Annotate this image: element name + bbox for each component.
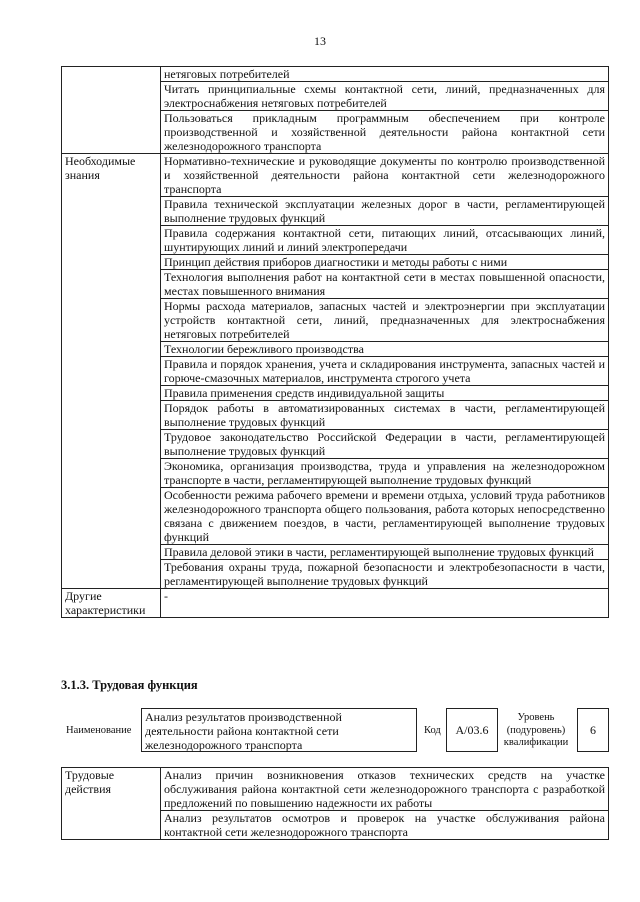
skill-item: Пользоваться прикладным программным обеспечением при контроле производственной и хозяйственной деятельности района контактной сети железнодорожного транспорта	[161, 111, 609, 154]
labor-action-item: Анализ результатов осмотров и проверок на участке обслуживания района контактной сети железнодорожного транспорта	[161, 811, 609, 840]
knowledge-item: Технологии бережливого производства	[161, 342, 609, 357]
required-knowledge-label: Необходимые знания	[62, 154, 161, 589]
skill-item: нетяговых потребителей	[161, 67, 609, 82]
knowledge-table	[61, 66, 609, 618]
knowledge-item: Принцип действия приборов диагностики и методы работы с ними	[161, 255, 609, 270]
knowledge-item: Технология выполнения работ на контактной сети в местах повышенной опасности, местах повышенного внимания	[161, 270, 609, 299]
skill-item: Читать принципиальные схемы контактной сети, линий, предназначенных для электроснабжения нетяговых потребителей	[161, 82, 609, 111]
knowledge-item: Правила и порядок хранения, учета и складирования инструмента, запасных частей и горюче-смазочных материалов, инструмента строгого учета	[161, 357, 609, 386]
function-name-box: Анализ результатов производственной деятельности района контактной сети железнодорожного транспорта	[141, 708, 417, 752]
other-characteristics-value: -	[161, 589, 609, 618]
knowledge-item: Особенности режима рабочего времени и времени отдыха, условий труда работников железнодорожного транспорта общего пользования, работа которых непосредственно связана с движением поездов, в части, регламентирующей выполнение трудовых функций	[161, 488, 609, 545]
knowledge-item: Экономика, организация производства, труда и управления на железнодорожном транспорте в части, регламентирующей выполнение трудовых функций	[161, 459, 609, 488]
knowledge-item: Нормы расхода материалов, запасных частей и электроэнергии при эксплуатации устройств контактной сети, линий, предназначенных для электроснабжения нетяговых потребителей	[161, 299, 609, 342]
other-characteristics-label: Другие характеристики	[62, 589, 161, 618]
table-row	[62, 67, 609, 82]
table-row	[62, 154, 609, 197]
labor-actions-label: Трудовые действия	[62, 768, 161, 840]
table-label-cell	[62, 67, 161, 154]
knowledge-item: Правила содержания контактной сети, питающих линий, отсасывающих линий, шунтирующих линий и линий электропередачи	[161, 226, 609, 255]
knowledge-item: Трудовое законодательство Российской Федерации в части, регламентирующей выполнение трудовых функций	[161, 430, 609, 459]
knowledge-item: Требования охраны труда, пожарной безопасности и электробезопасности в части, регламентирующей выполнение трудовых функций	[161, 560, 609, 589]
labor-actions-table	[61, 767, 609, 840]
table-row	[62, 768, 609, 811]
knowledge-item: Порядок работы в автоматизированных системах в части, регламентирующей выполнение трудовых функций	[161, 401, 609, 430]
name-label: Наименование	[66, 725, 132, 736]
knowledge-item: Правила применения средств индивидуальной защиты	[161, 386, 609, 401]
page-number: 13	[314, 34, 326, 48]
qualification-level-box: 6	[577, 708, 609, 752]
labor-action-item: Анализ причин возникновения отказов технических средств на участке обслуживания района контактной сети железнодорожного транспорта с разработкой предложений по повышению надежности их работы	[161, 768, 609, 811]
qualification-level-label: Уровень (подуровень) квалификации	[503, 712, 569, 748]
code-label: Код	[424, 725, 441, 736]
function-code-box: A/03.6	[446, 708, 498, 752]
knowledge-item: Правила деловой этики в части, регламентирующей выполнение трудовых функций	[161, 545, 609, 560]
table-row	[62, 589, 609, 618]
section-heading: 3.1.3. Трудовая функция	[61, 678, 198, 692]
knowledge-item: Правила технической эксплуатации железных дорог в части, регламентирующей выполнение трудовых функций	[161, 197, 609, 226]
knowledge-item: Нормативно-технические и руководящие документы по контролю производственной и хозяйственной деятельности района контактной сети железнодорожного транспорта	[161, 154, 609, 197]
